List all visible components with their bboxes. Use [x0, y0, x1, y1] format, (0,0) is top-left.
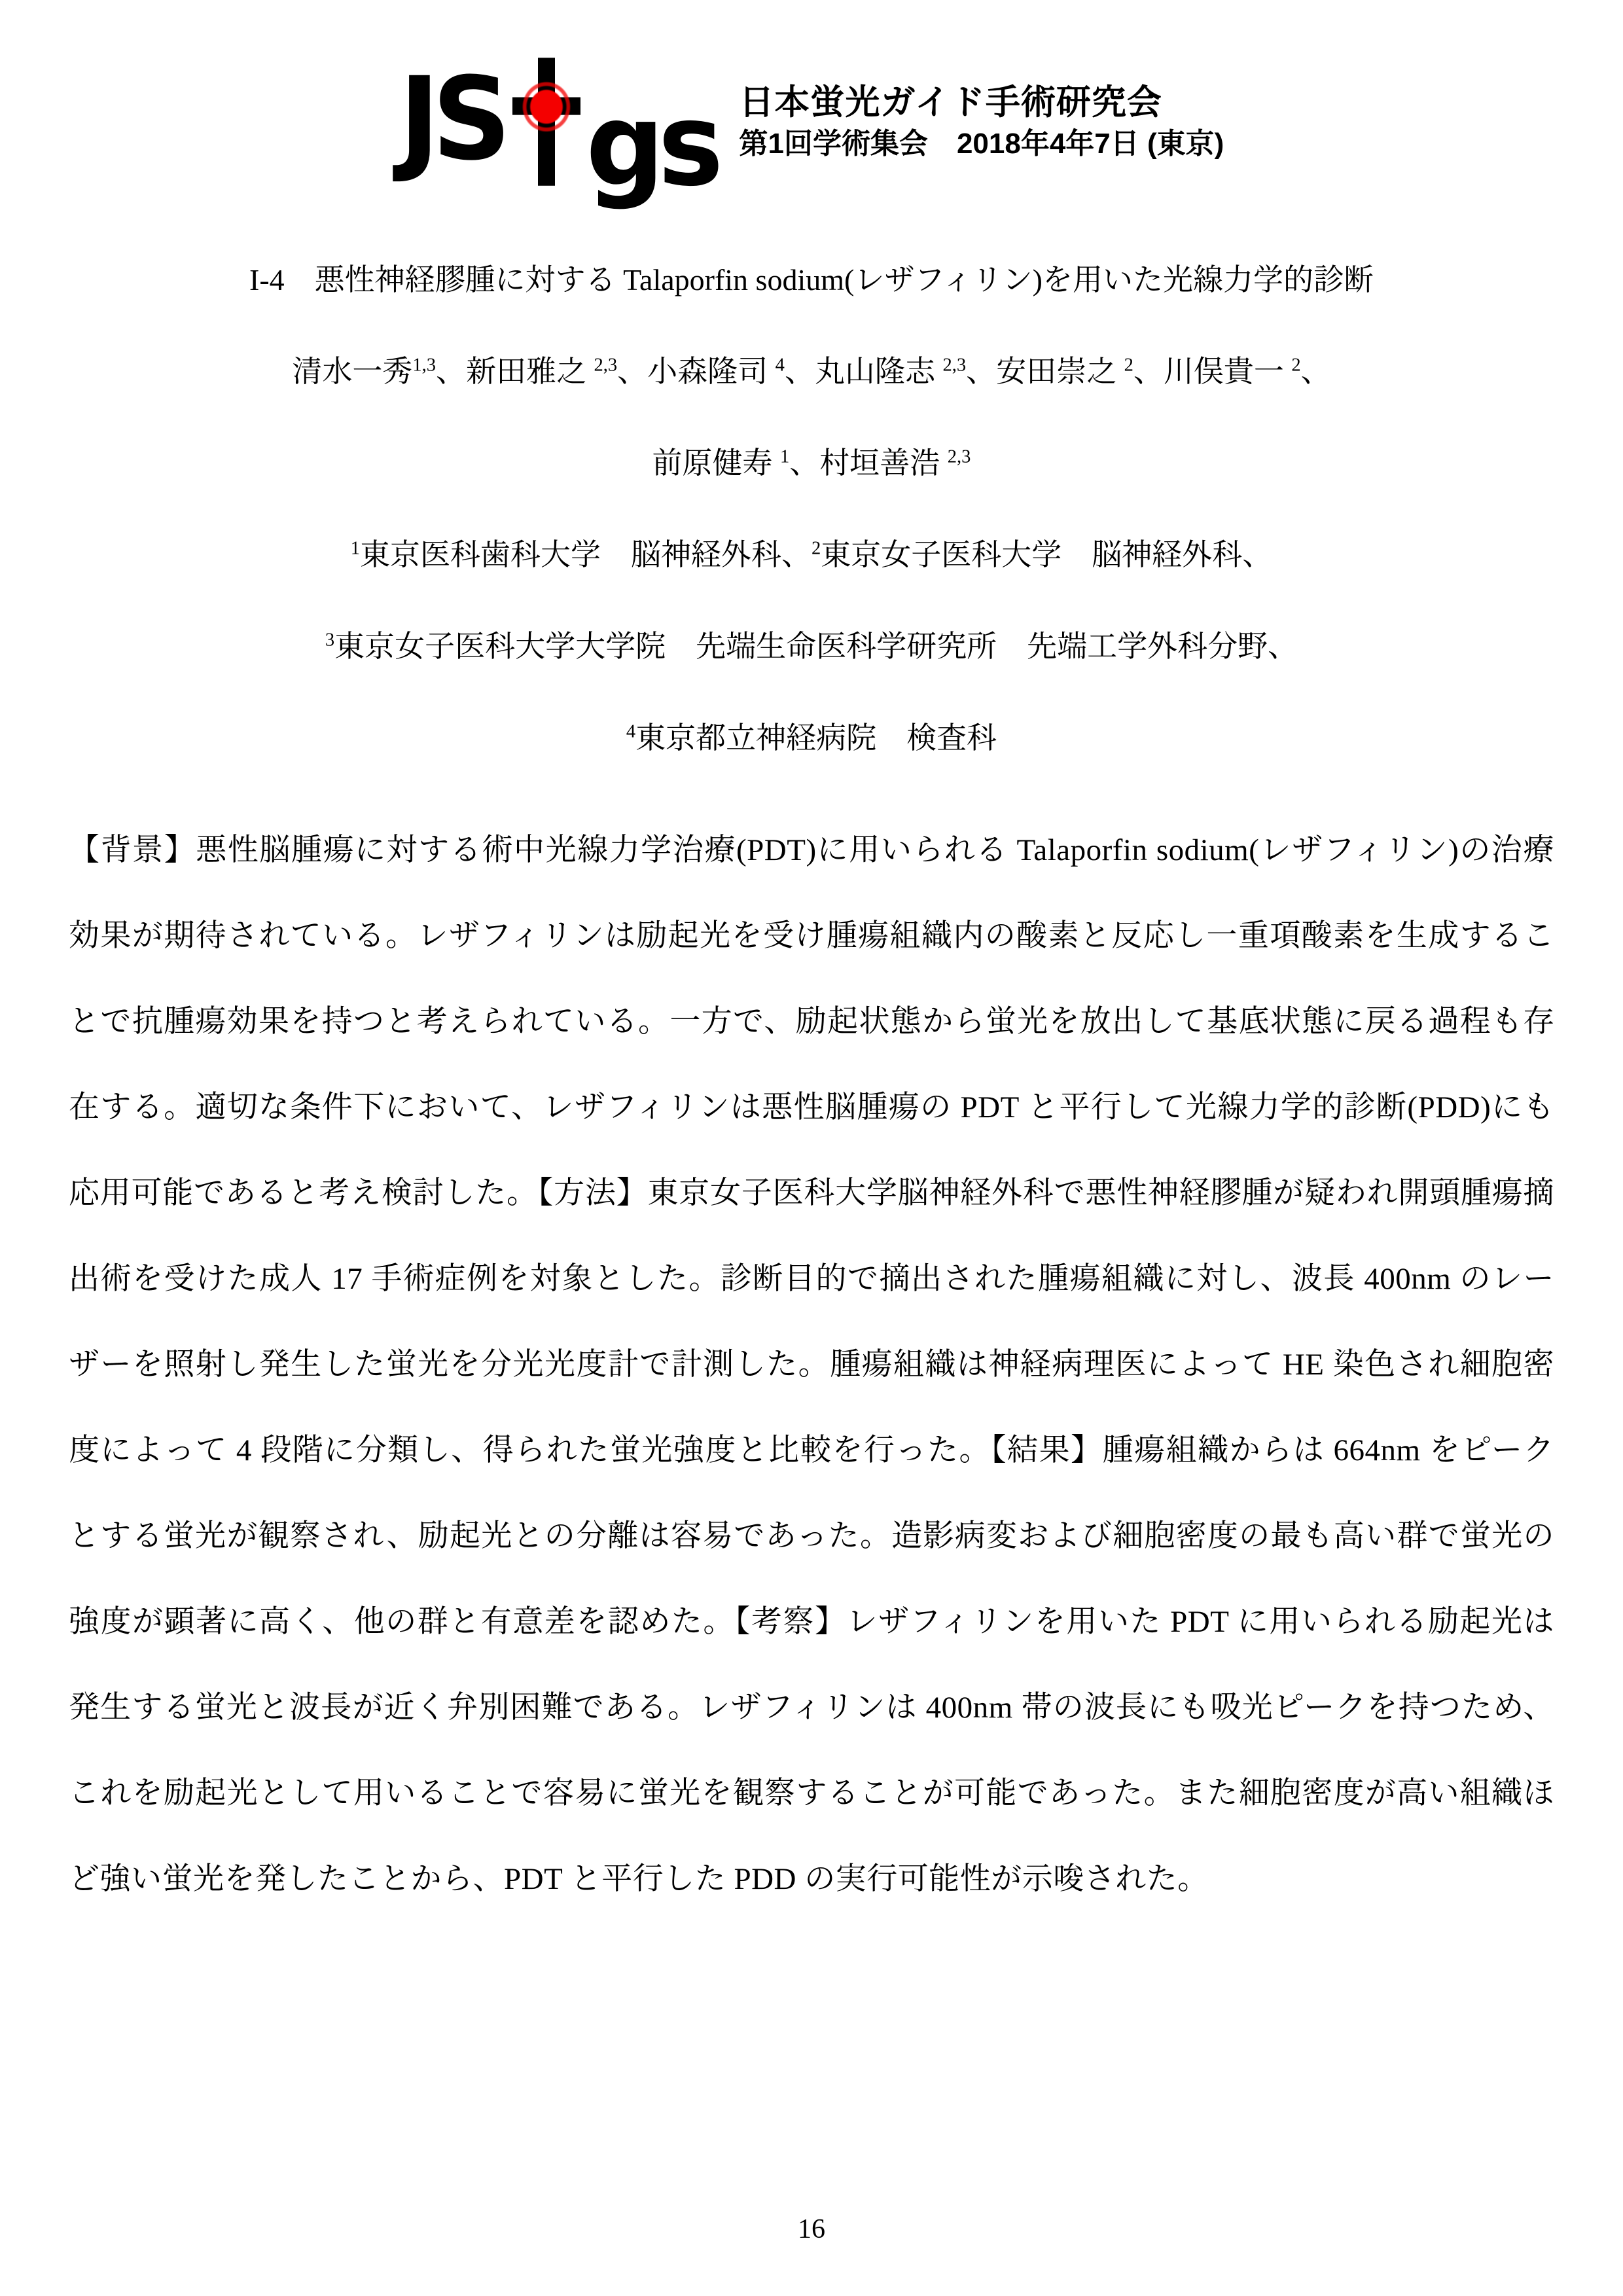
meeting-info: 第1回学術集会 2018年4年7日 (東京) — [739, 128, 1224, 160]
abstract-title: I-4 悪性神経膠腫に対する Talaporfin sodium(レザフィリン)を用いた光線力学的診断 — [249, 263, 1374, 296]
society-name: 日本蛍光ガイド手術研究会 — [739, 83, 1162, 122]
author-lines — [0, 326, 1623, 509]
scalpel-cross-icon — [516, 58, 577, 186]
page-header — [0, 0, 1623, 212]
abstract-body: 【背景】悪性脳腫瘍に対する術中光線力学治療(PDT)に用いられる Talaporfin sodium(レザフィリン)の治療効果が期待されている。レザフィリンは励起光を受け腫瘍組織内の酸素と反応し一重項酸素を生成することで抗腫瘍効果を持つと考えられている。一方で、励起状態から蛍光を放出して基底状態に戻る過程も存在する。適切な条件下において、レザフィリンは悪性脳腫瘍の PDT と平行して光線力学的診断(PDD)にも応用可能であると考え検討した。【方法】東京女子医科大学脳神経外科で悪性神経膠腫が疑われ開頭腫瘍摘出術を受けた成人 17 手術症例を対象とした。診断目的で摘出された腫瘍組織に対し、波長 400nm のレーザーを照射し発生した蛍光を分光光度計で計測した。腫瘍組織は神経病理医によって HE 染色され細胞密度によって 4 段階に分類し、得られた蛍光強度と比較を行った。【結果】腫瘍組織からは 664nm をピークとする蛍光が観察され、励起光との分離は容易であった。造影病変および細胞密度の最も高い群で蛍光の強度が顕著に高く、他の群と有意差を認めた。【考察】レザフィリンを用いた PDT に用いられる励起光は発生する蛍光と波長が近く弁別困難である。レザフィリンは 400nm 帯の波長にも吸光ピークを持つため、これを励起光として用いることで容易に蛍光を観察することが可能であった。また細胞密度が高い組織ほど強い蛍光を発したことから、PDT と平行した PDD の実行可能性が示唆された。 — [69, 833, 1554, 1896]
logo-letters-js: JS — [399, 52, 504, 186]
red-glow-dot-icon — [520, 80, 573, 134]
logo-letters-gs: gs — [586, 78, 717, 212]
affiliation-line: $^1$東京医科歯科大学 脳神経外科、$^2$東京女子医科大学 脳神経外科、 — [350, 538, 1273, 571]
affiliation-lines — [0, 509, 1623, 784]
author-line: 前原健寿 $^1$、村垣善浩 $^{2,3}$ — [652, 446, 971, 480]
affiliation-line: $^3$東京女子医科大学大学院 先端生命医科学研究所 先端工学外科分野、 — [325, 630, 1298, 663]
author-line: 清水一秀$^{1,3}$、新田雅之 $^{2,3}$、小森隆司 $^4$、丸山隆志 $^{2,3}$、安田崇之 $^2$、川俣貴一 $^2$、 — [292, 355, 1331, 388]
jsfgs-logo-icon — [399, 52, 717, 212]
affiliation-line: $^4$東京都立神経病院 検査科 — [626, 721, 997, 755]
page-number: 16 — [798, 2214, 825, 2244]
abstract-heading — [0, 234, 1623, 784]
society-text-block — [739, 83, 1224, 160]
